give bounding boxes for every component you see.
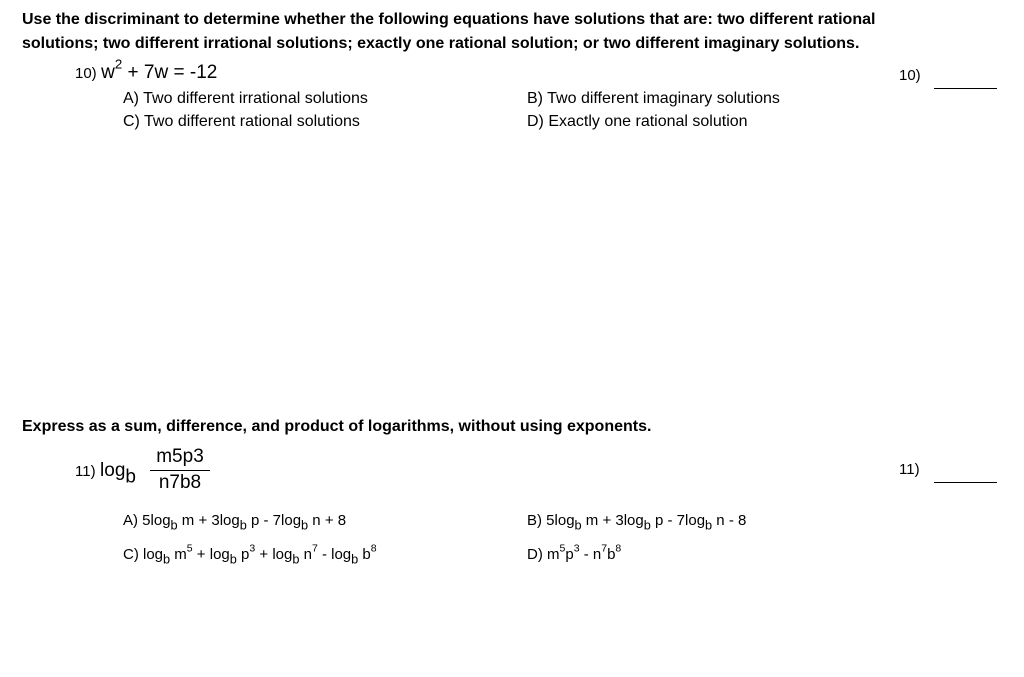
equation-exponent: 2: [114, 56, 123, 72]
equation: [101, 56, 218, 83]
option-10-d[interactable]: D) Exactly one rational solution: [527, 113, 748, 130]
option-label: B): [527, 512, 542, 529]
fraction-numerator: m5p3: [156, 446, 204, 467]
option-11-a[interactable]: A) $5\log_b$ $m + 3\log_b$ p - $7\log_b$ n + 8: [123, 512, 347, 533]
instruction-line-1: Use the discriminant to determine whether the following equations have solutions that are: two different rational: [22, 11, 876, 28]
question-number: 11): [75, 463, 96, 480]
option-label: A): [123, 512, 138, 529]
answer-blank-10[interactable]: [934, 88, 997, 89]
answer-number-10: 10): [899, 67, 921, 84]
equation-base: w: [101, 62, 115, 83]
question-11: [75, 460, 136, 488]
log-base: b: [125, 466, 136, 488]
option-label: C): [123, 546, 139, 563]
fraction-denominator: n7b8: [158, 472, 202, 493]
answer-number-11: 11): [899, 461, 920, 478]
fraction-bar: [150, 470, 210, 471]
log-argument-fraction: [150, 446, 210, 494]
instruction-section-2: Express as a sum, difference, and product of logarithms, without using exponents.: [22, 418, 652, 435]
option-10-b[interactable]: B) Two different imaginary solutions: [527, 90, 780, 107]
option-label: D): [527, 546, 543, 563]
question-number: 10): [75, 65, 97, 82]
instruction-line-2: solutions; two different irrational solutions; exactly one rational solution; or two different imaginary solutions.: [22, 35, 860, 52]
option-10-a[interactable]: A) Two different irrational solutions: [123, 90, 368, 107]
option-11-b[interactable]: B) $5\log_b$ $m + 3\log_b$ p - $7\log_b$ n - 8: [527, 512, 747, 533]
question-10: [75, 56, 218, 84]
log-word: log: [100, 460, 126, 481]
option-11-d[interactable]: D) $m^5p^3 - n^7b^8$: [527, 542, 622, 563]
option-10-c[interactable]: C) Two different rational solutions: [123, 113, 360, 130]
option-11-c[interactable]: C) $\log_b m^5 + \log_b p^3 + \log_b n^7 - \log_b b^8$: [123, 542, 377, 567]
answer-blank-11[interactable]: [934, 482, 997, 483]
equation-rest: + 7w = -12: [122, 62, 218, 83]
